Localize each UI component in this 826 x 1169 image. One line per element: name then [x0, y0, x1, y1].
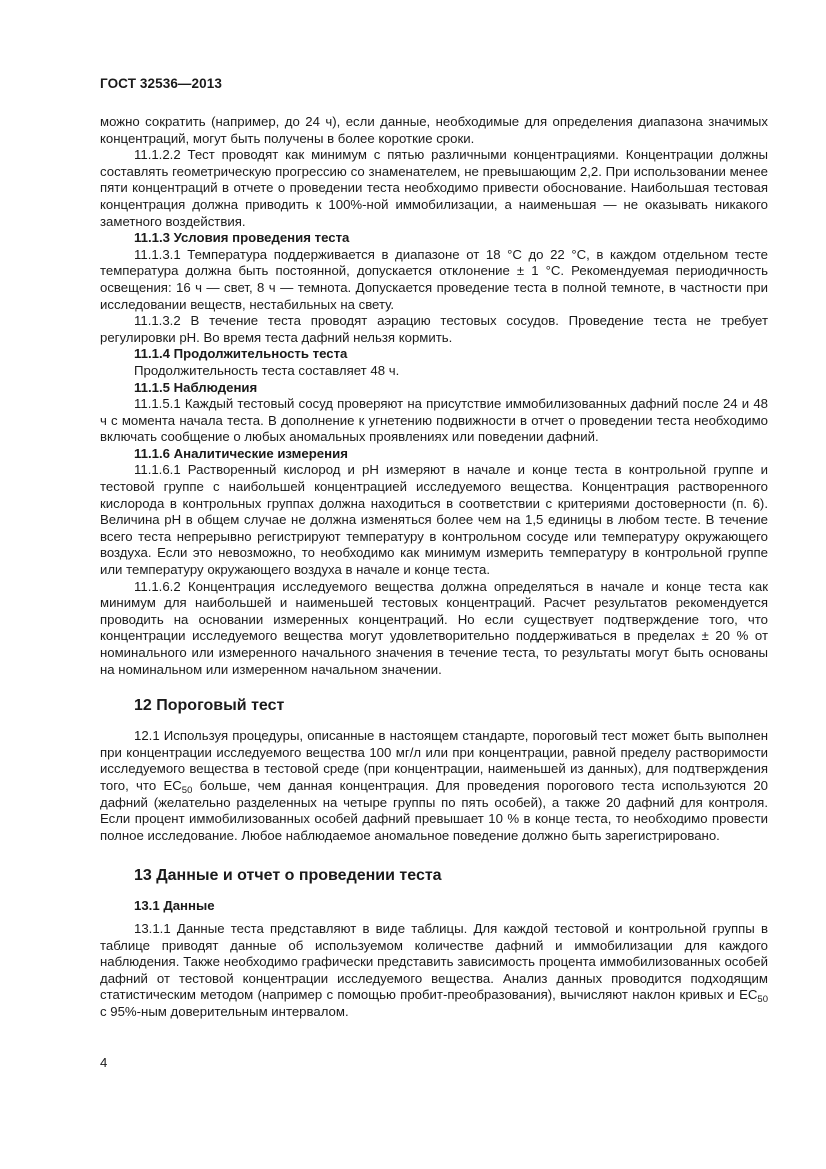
paragraph-13-1-1-part-a: 13.1.1 Данные теста представляют в виде таблицы. Для каждой тестовой и контрольной группы в таблице приводят данные об используемом количестве дафний и иммобилизации для каждого наблюдения. Также необходимо графически представить зависимость процента иммобилизованных особей дафний от тестовой концентрации исследуемого вещества. Анализ данных проводится подходящим статистическим методом (например с помощью пробит-преобразования), вычисляют наклон кривых и EC [100, 920, 768, 1003]
paragraph-11-1-5-1: 11.1.5.1 Каждый тестовый сосуд проверяют на присутствие иммобилизованных дафний после 24 и 48 ч с момента начала теста. В дополнение к угнетению подвижности в отчет о проведении теста необходимо включать сообщение о любых аномальных проявлениях или поведении дафний. [100, 396, 768, 445]
page-number: 4 [100, 1055, 108, 1070]
paragraph-11-1-4: Продолжительность теста составляет 48 ч. [134, 362, 400, 378]
standard-header: ГОСТ 32536—2013 [100, 76, 222, 91]
heading-11-1-6: 11.1.6 Аналитические измерения [134, 445, 348, 461]
paragraph-11-1-2-2: 11.1.2.2 Тест проводят как минимум с пятью различными концентрациями. Концентрации должны составлять геометрическую прогрессию со знаменателем, не превышающим 2,2. При использовании менее пяти концентраций в отчете о проведении теста необходимо привести обоснование. Наибольшая тестовая концентрация должна приводить к 100%-ной иммобилизации, а наименьшая — не оказывать никакого заметного воздействия. [100, 147, 768, 229]
paragraph-12-1-part-b: больше, чем данная концентрация. Для проведения порогового теста используются 20 дафний (желательно разделенных на четыре группы по пять особей), а также 20 дафний для контроля. Если процент иммобилизованных особей дафний превышает 10 % в конце теста, то необходимо провести полное исследование. Любое наблюдаемое аномальное поведение должно быть зарегистрировано. [100, 777, 768, 843]
section-heading-13: 13 Данные и отчет о проведении теста [134, 867, 442, 885]
paragraph-11-1-6-2: 11.1.6.2 Концентрация исследуемого вещества должна определяться в начале и конце теста как минимум для наибольшей и наименьшей тестовых концентраций. Расчет результатов рекомендуется проводить на основании измеренных концентраций. Но если существует подтверждение того, что концентрации исследуемого вещества могут удовлетворительно поддерживаться в пределах ± 20 % от номинального или измеренного начального значения в течение теста, то результаты могут быть основаны на номинальном или измеренном начальном значении. [100, 578, 768, 677]
heading-11-1-4: 11.1.4 Продолжительность теста [134, 346, 348, 362]
paragraph-continuation: можно сократить (например, до 24 ч), если данные, необходимые для определения диапазона значимых концентраций, могут быть получены в более короткие сроки. [100, 114, 768, 146]
heading-11-1-5: 11.1.5 Наблюдения [134, 379, 258, 395]
heading-13-1: 13.1 Данные [134, 898, 215, 914]
heading-11-1-3: 11.1.3 Условия проведения теста [134, 230, 350, 246]
paragraph-11-1-3-2: 11.1.3.2 В течение теста проводят аэрацию тестовых сосудов. Проведение теста не требует регулировки pH. Во время теста дафний нельзя кормить. [100, 313, 768, 345]
paragraph-13-1-1 [100, 921, 768, 1021]
paragraph-11-1-3-1: 11.1.3.1 Температура поддерживается в диапазоне от 18 °С до 22 °С, в каждом отдельном тесте температура должна быть постоянной, допускается отклонение ± 1 °С. Рекомендуемая периодичность освещения: 16 ч — свет, 8 ч — темнота. Допускается проведение теста в полной темноте, в частности при исследовании веществ, нестабильных на свету. [100, 246, 768, 312]
paragraph-12-1-part-a: 12.1 Используя процедуры, описанные в настоящем стандарте, пороговый тест может быть выполнен при концентрации исследуемого вещества 100 мг/л или при концентрации, равной пределу растворимости исследуемого вещества в тестовой среде (при концентрации, наименьшей из данных), для подтверждения того, что EC [100, 728, 768, 793]
ec50-subscript: 50 [181, 784, 193, 796]
paragraph-11-1-6-1: 11.1.6.1 Растворенный кислород и pH измеряют в начале и конце теста в контрольной группе и тестовой группе с наибольшей концентрацией исследуемого вещества. Концентрация растворенного кислорода в контрольных группах должна находиться в соответствии с критериями достоверности (п. 6). Величина pH в общем случае не должна изменяться более чем на 1,5 единицы в любом тесте. В течение всего теста непрерывно регистрируют температуру в контрольном сосуде или температуру окружающего воздуха. Если это невозможно, то необходимо как минимум измерить температуру в контрольной группе или температуру окружающего воздуха в начале и конце теста. [100, 462, 768, 578]
section-heading-12: 12 Пороговый тест [134, 697, 285, 715]
paragraph-12-1 [100, 728, 768, 844]
ec50-subscript: 50 [757, 994, 768, 1006]
document-body [100, 114, 768, 1021]
paragraph-13-1-1-part-b: с 95%-ным доверительным интервалом. [100, 1003, 349, 1019]
